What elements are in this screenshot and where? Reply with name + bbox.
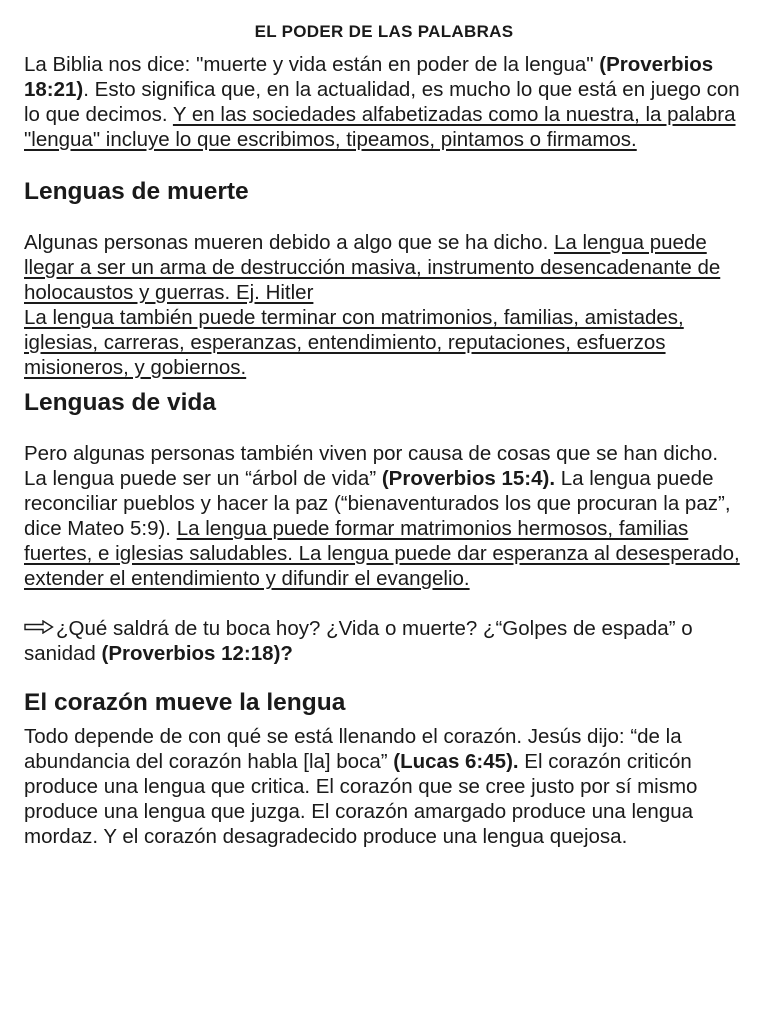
life-text-2: La lengua puede reconciliar pueblos y hacer la paz (“bienaventurados los que procuran la paz”, dice Mateo 5:9). [24,467,731,540]
heart-text-2: El corazón criticón produce una lengua que critica. El corazón que se cree justo por sí mismo produce una lengua que juzga. El corazón amargado produce una lengua mordaz. Y el corazón desagradecido produce una lengua quejosa. [24,750,698,848]
right-arrow-icon [24,615,54,640]
heart-paragraph [24,724,744,849]
death-underlined-text-2: La lengua también puede terminar con matrimonios, familias, amistades, iglesias, carreras, esperanzas, entendimiento, reputaciones, esfuerzos misioneros, y gobiernos. [24,306,684,379]
life-paragraph [24,441,744,591]
intro-paragraph [24,52,744,152]
life-reference: (Proverbios 15:4). [381,467,556,490]
heading-lenguas-de-vida: Lenguas de vida [24,389,216,416]
death-paragraph [24,230,744,380]
heart-reference: (Lucas 6:45). [393,750,519,773]
life-underlined-text: La lengua puede formar matrimonios hermosos, familias fuertes, e iglesias saludables. La lengua puede dar esperanza al desesperado, extender el entendimiento y difundir el evangelio. [24,517,740,590]
question-text: ¿Qué saldrá de tu boca hoy? ¿Vida o muerte? ¿“Golpes de espada” o sanidad [24,617,693,665]
heart-text-1: Todo depende de con qué se está llenando el corazón. Jesús dijo: “de la abundancia del corazón habla [la] boca” [24,725,682,773]
death-text-1: Algunas personas mueren debido a algo que se ha dicho. [24,231,554,254]
life-text-1: Pero algunas personas también viven por causa de cosas que se han dicho. La lengua puede ser un “árbol de vida” [24,442,719,490]
question-reference: (Proverbios 12:18)? [101,642,293,665]
intro-underlined-text: Y en las sociedades alfabetizadas como la nuestra, la palabra "lengua" incluye lo que escribimos, tipeamos, pintamos o firmamos. [24,103,736,151]
heading-lenguas-de-muerte: Lenguas de muerte [24,178,249,205]
intro-text-1: La Biblia nos dice: "muerte y vida están en poder de la lengua" [24,53,600,76]
document-title: EL PODER DE LAS PALABRAS [254,22,514,41]
heading-el-corazon-mueve-la-lengua: El corazón mueve la lengua [24,689,346,716]
death-underlined-text-1: La lengua puede llegar a ser un arma de destrucción masiva, instrumento desencadenante de holocaustos y guerras. Ej. Hitler [24,231,721,304]
question-paragraph [24,616,744,666]
intro-reference: (Proverbios 18:21) [24,53,714,101]
intro-text-2: . Esto significa que, en la actualidad, es mucho lo que está en juego con lo que decimos. [24,78,740,126]
